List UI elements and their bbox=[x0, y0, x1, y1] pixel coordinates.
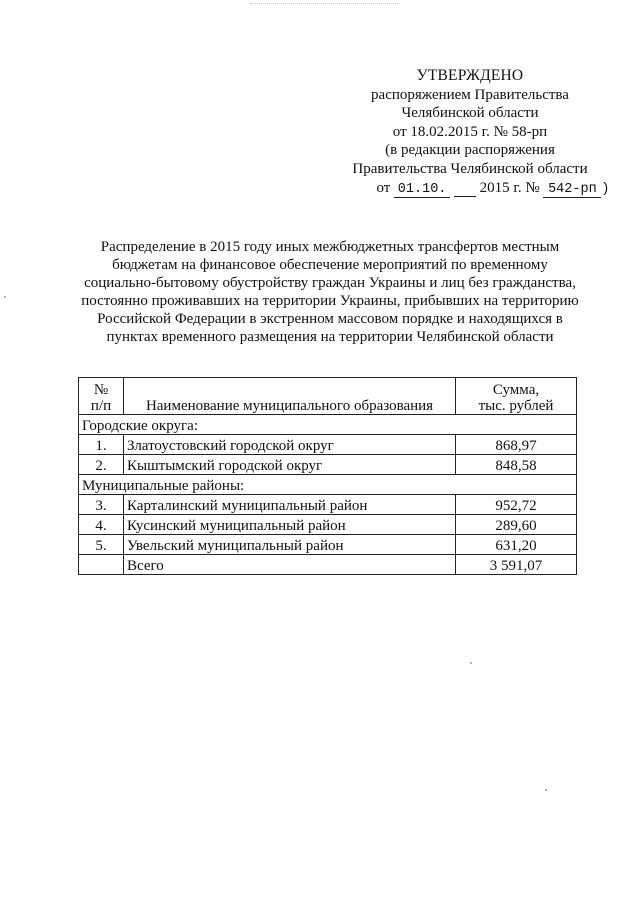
approval-line: от 18.02.2015 г. № 58-рп bbox=[392, 123, 548, 140]
title-line: пунктах временного размещения на территории Челябинской области bbox=[106, 328, 554, 345]
table-row bbox=[79, 455, 577, 475]
document-title bbox=[70, 239, 590, 346]
approval-number-field: 542-рп bbox=[543, 182, 601, 198]
row-number: 5. bbox=[79, 535, 124, 555]
table-header-row bbox=[79, 378, 577, 415]
title-line: социально-бытовому обустройству граждан Украины и лиц без гражданства, bbox=[84, 274, 576, 291]
row-name: Кыштымский городской округ bbox=[124, 455, 456, 475]
row-sum: 868,97 bbox=[456, 435, 577, 455]
title-line: Распределение в 2015 году иных межбюджетных трансфертов местным bbox=[100, 239, 560, 255]
header-number-symbol: № bbox=[93, 382, 109, 398]
approval-stamp bbox=[330, 67, 610, 199]
row-name: Карталинский муниципальный район bbox=[124, 495, 456, 515]
distribution-table bbox=[78, 377, 577, 575]
row-number: 3. bbox=[79, 495, 124, 515]
table-row bbox=[79, 435, 577, 455]
group-row bbox=[79, 415, 577, 435]
header-sum bbox=[456, 378, 577, 415]
header-number bbox=[79, 378, 124, 415]
scan-artifact bbox=[250, 3, 400, 5]
approval-prefix: от bbox=[376, 179, 391, 196]
scan-speck bbox=[470, 662, 472, 664]
row-name: Кусинский муниципальный район bbox=[124, 515, 456, 535]
approval-line: Правительства Челябинской области bbox=[352, 160, 588, 177]
group-title: Городские округа: bbox=[79, 415, 577, 435]
row-sum: 631,20 bbox=[456, 535, 577, 555]
table-row bbox=[79, 535, 577, 555]
row-sum: 289,60 bbox=[456, 515, 577, 535]
scan-speck bbox=[545, 789, 547, 791]
title-line: бюджетам на финансовое обеспечение мероприятий по временному bbox=[112, 256, 548, 273]
approval-line: Челябинской области bbox=[401, 105, 539, 122]
row-sum: 848,58 bbox=[456, 455, 577, 475]
group-title: Муниципальные районы: bbox=[79, 475, 577, 495]
approval-line: распоряжением Правительства bbox=[371, 86, 569, 103]
row-sum: 952,72 bbox=[456, 495, 577, 515]
approval-year-text: 2015 г. № bbox=[479, 179, 540, 196]
approval-close-paren: ) bbox=[601, 181, 610, 197]
group-row bbox=[79, 475, 577, 495]
header-name: Наименование муниципального образования bbox=[124, 378, 456, 415]
title-line: постоянно проживавших на территории Украины, прибывших на территорию bbox=[81, 292, 579, 309]
row-number: 4. bbox=[79, 515, 124, 535]
header-sum-line2: тыс. рублей bbox=[478, 398, 554, 414]
row-name: Увельский муниципальный район bbox=[124, 535, 456, 555]
total-sum: 3 591,07 bbox=[456, 555, 577, 575]
title-line: Российской Федерации в экстренном массовом порядке и находящихся в bbox=[97, 310, 563, 327]
total-row bbox=[79, 555, 577, 575]
total-empty-cell bbox=[79, 555, 124, 575]
header-number-abbr: п/п bbox=[90, 398, 112, 414]
approval-edition-line bbox=[330, 179, 610, 200]
approval-line: (в редакции распоряжения bbox=[385, 142, 555, 159]
total-label: Всего bbox=[124, 555, 456, 575]
row-number: 1. bbox=[79, 435, 124, 455]
scan-speck bbox=[4, 296, 6, 298]
blank-underline bbox=[454, 181, 476, 197]
row-name: Златоустовский городской округ bbox=[124, 435, 456, 455]
header-sum-line1: Сумма, bbox=[492, 382, 540, 398]
table-row bbox=[79, 515, 577, 535]
approval-date-field: 01.10. bbox=[394, 182, 450, 198]
approval-heading: УТВЕРЖДЕНО bbox=[416, 67, 524, 84]
row-number: 2. bbox=[79, 455, 124, 475]
table-row bbox=[79, 495, 577, 515]
